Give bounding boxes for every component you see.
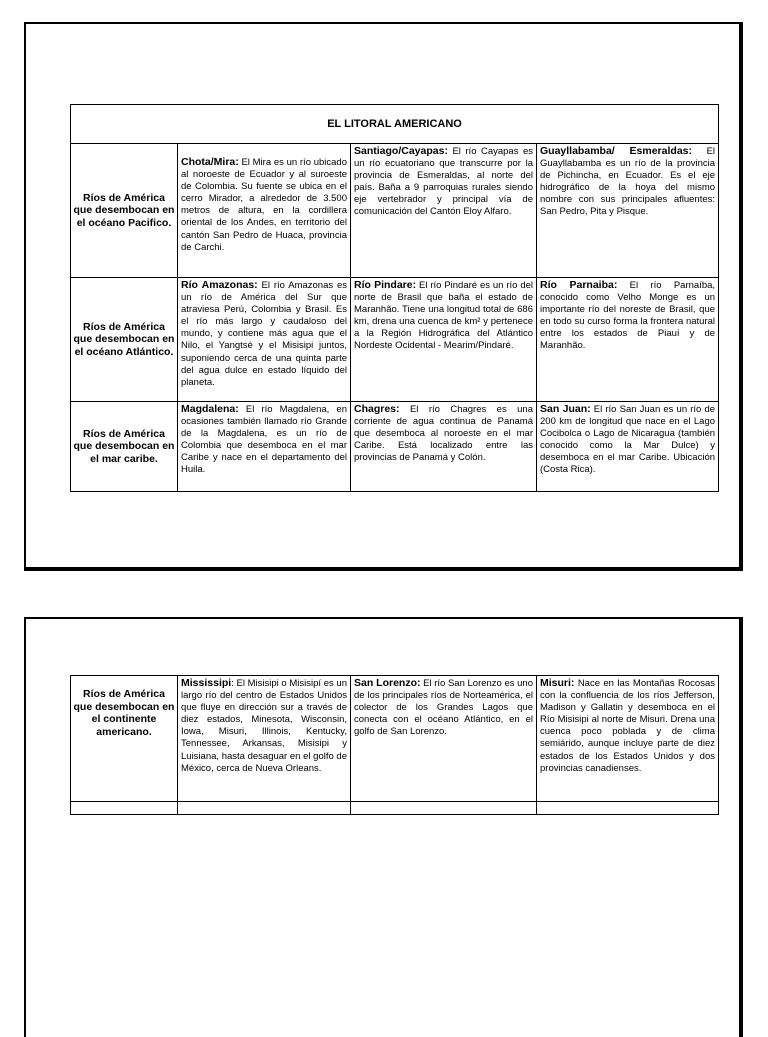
river-description: : El Misisipi o Misisipí es un largo río del centro de Estados Unidos que fluye en dirección sur a través de diez estados, Minesota, Wisconsin, Iowa, Misuri, Illinois, Kentucky, Tennessee, Arkansas, Misisipi y Luisiana, hasta desaguar en el golfo de México, cerca de Nueva Orleans. [181,678,347,774]
river-description: El Mira es un río ubicado al noroeste de Ecuador y al suroeste de Colombia. Su fuente se ubica en el cerro Mirador, a alrededor de 3.500 metros de altura, en la cordillera oriental de los Andes, en territorio del cantón San Pedro de Huaca, provincia de Carchi. [181,157,347,253]
river-cell [537,676,719,802]
table-row [71,144,719,278]
river-cell [178,278,351,402]
empty-cell [178,802,351,815]
document-page-1 [24,22,743,571]
table-row [71,402,719,492]
table-title: EL LITORAL AMERICANO [71,105,719,144]
empty-cell [71,802,178,815]
document-page-2 [24,617,743,1037]
river-name: Magdalena: [181,403,239,415]
river-cell [537,402,719,492]
river-cell [178,402,351,492]
river-name: Misuri: [540,677,575,689]
river-description: El río Amazonas es un río de América del Sur que atraviesa Perú, Colombia y Brasil. Es el río más largo y caudaloso del mundo, y contiene más agua que el Nilo, el Yangtsé y el Misisipi juntos, suponiendo cerca de una quinta parte del agua dulce en estado líquido del planeta. [181,280,347,388]
rivers-table-continued [70,675,719,815]
river-description: El río Chagres es una corriente de agua continua de Panamá que desemboca al noroeste en el mar Caribe. Está localizado entre las provincias de Panamá y Colón. [354,404,533,464]
river-cell [351,676,537,802]
table-row [71,676,719,802]
river-name: San Juan: [540,403,591,415]
river-description: El río San Lorenzo es uno de los principales ríos de Norteamérica, el colector de los Grandes Lagos que conecta con el océano Atlántico, en el golfo de San Lorenzo. [354,678,534,738]
row-header-continent: Ríos de América que desembocan en el continente americano. [71,676,178,802]
row-header-pacific: Ríos de América que desembocan en el océano Pacifico. [71,144,178,278]
river-cell [178,676,351,802]
empty-cell [537,802,719,815]
river-name: Río Pindare: [354,279,417,291]
river-cell [178,144,351,278]
river-description: El río Parnaíba, conocido como Velho Monge es un importante río del noreste de Brasil, que en todo su curso forma la frontera natural entre los estados de Piauí y de Maranhão. [540,280,716,352]
row-header-caribbean: Ríos de América que desembocan en el mar caribe. [71,402,178,492]
river-name: Mississipi [181,677,232,689]
rivers-table [70,104,719,492]
river-cell [351,278,537,402]
river-cell [537,144,719,278]
table-row [71,278,719,402]
river-description: Nace en las Montañas Rocosas con la confluencia de los ríos Jefferson, Madison y Gallatin y desemboca en el Río Misisipi al norte de Misuri. Drena una cuenca poco poblada y de clima semiárido, aunque incluye parte de diez estados de los Estados Unidos y dos provincias canadienses. [540,678,715,774]
river-name: Río Parnaiba: [540,279,618,291]
river-name: Chagres: [354,403,400,415]
river-cell [351,144,537,278]
river-name: Chota/Mira: [181,156,239,168]
river-name: Santiago/Cayapas: [354,145,448,157]
empty-cell [351,802,537,815]
river-description: El río Cayapas es un río ecuatoriano que transcurre por la provincia de Esmeraldas, al norte del país. Baña a 9 parroquias rurales siendo eje vertebrador y principal vía de comunicación del Cantón Eloy Alfaro. [354,146,533,218]
river-cell [351,402,537,492]
river-description: El río Pindaré es un río del norte de Brasil que baña el estado de Maranhão. Tiene una longitud total de 686 km, drena una cuenca de km² y pertenece a la Región Hidrográfica del Atlántico Nordeste Ocidental - Mearim/Pindaré. [354,280,534,352]
river-name: Guayllabamba/ Esmeraldas: [540,145,692,157]
row-header-atlantic: Ríos de América que desembocan en el océano Atlántico. [71,278,178,402]
table-title-row [71,105,719,144]
river-description: El río Magdalena, en ocasiones también llamado río Grande de la Magdalena, es un río de Colombia que desemboca en el mar Caribe y nace en el departamento del Huila. [181,404,347,476]
river-name: San Lorenzo: [354,677,421,689]
river-description: El Guayllabamba es un río de la provincia de Pichincha, en Ecuador. Es el eje hidrográfico de la hoya del mismo nombre con sus principales afluentes: San Pedro, Pita y Pisque. [540,146,716,218]
river-name: Río Amazonas: [181,279,258,291]
table-row-empty [71,802,719,815]
river-description: El río San Juan es un río de 200 km de longitud que nace en el Lago Cocibolca o Lago de Nicaragua (también conocido como la Mar Dulce) y desemboca en el mar Caribe. Ubicación (Costa Rica). [540,404,716,476]
river-cell [537,278,719,402]
